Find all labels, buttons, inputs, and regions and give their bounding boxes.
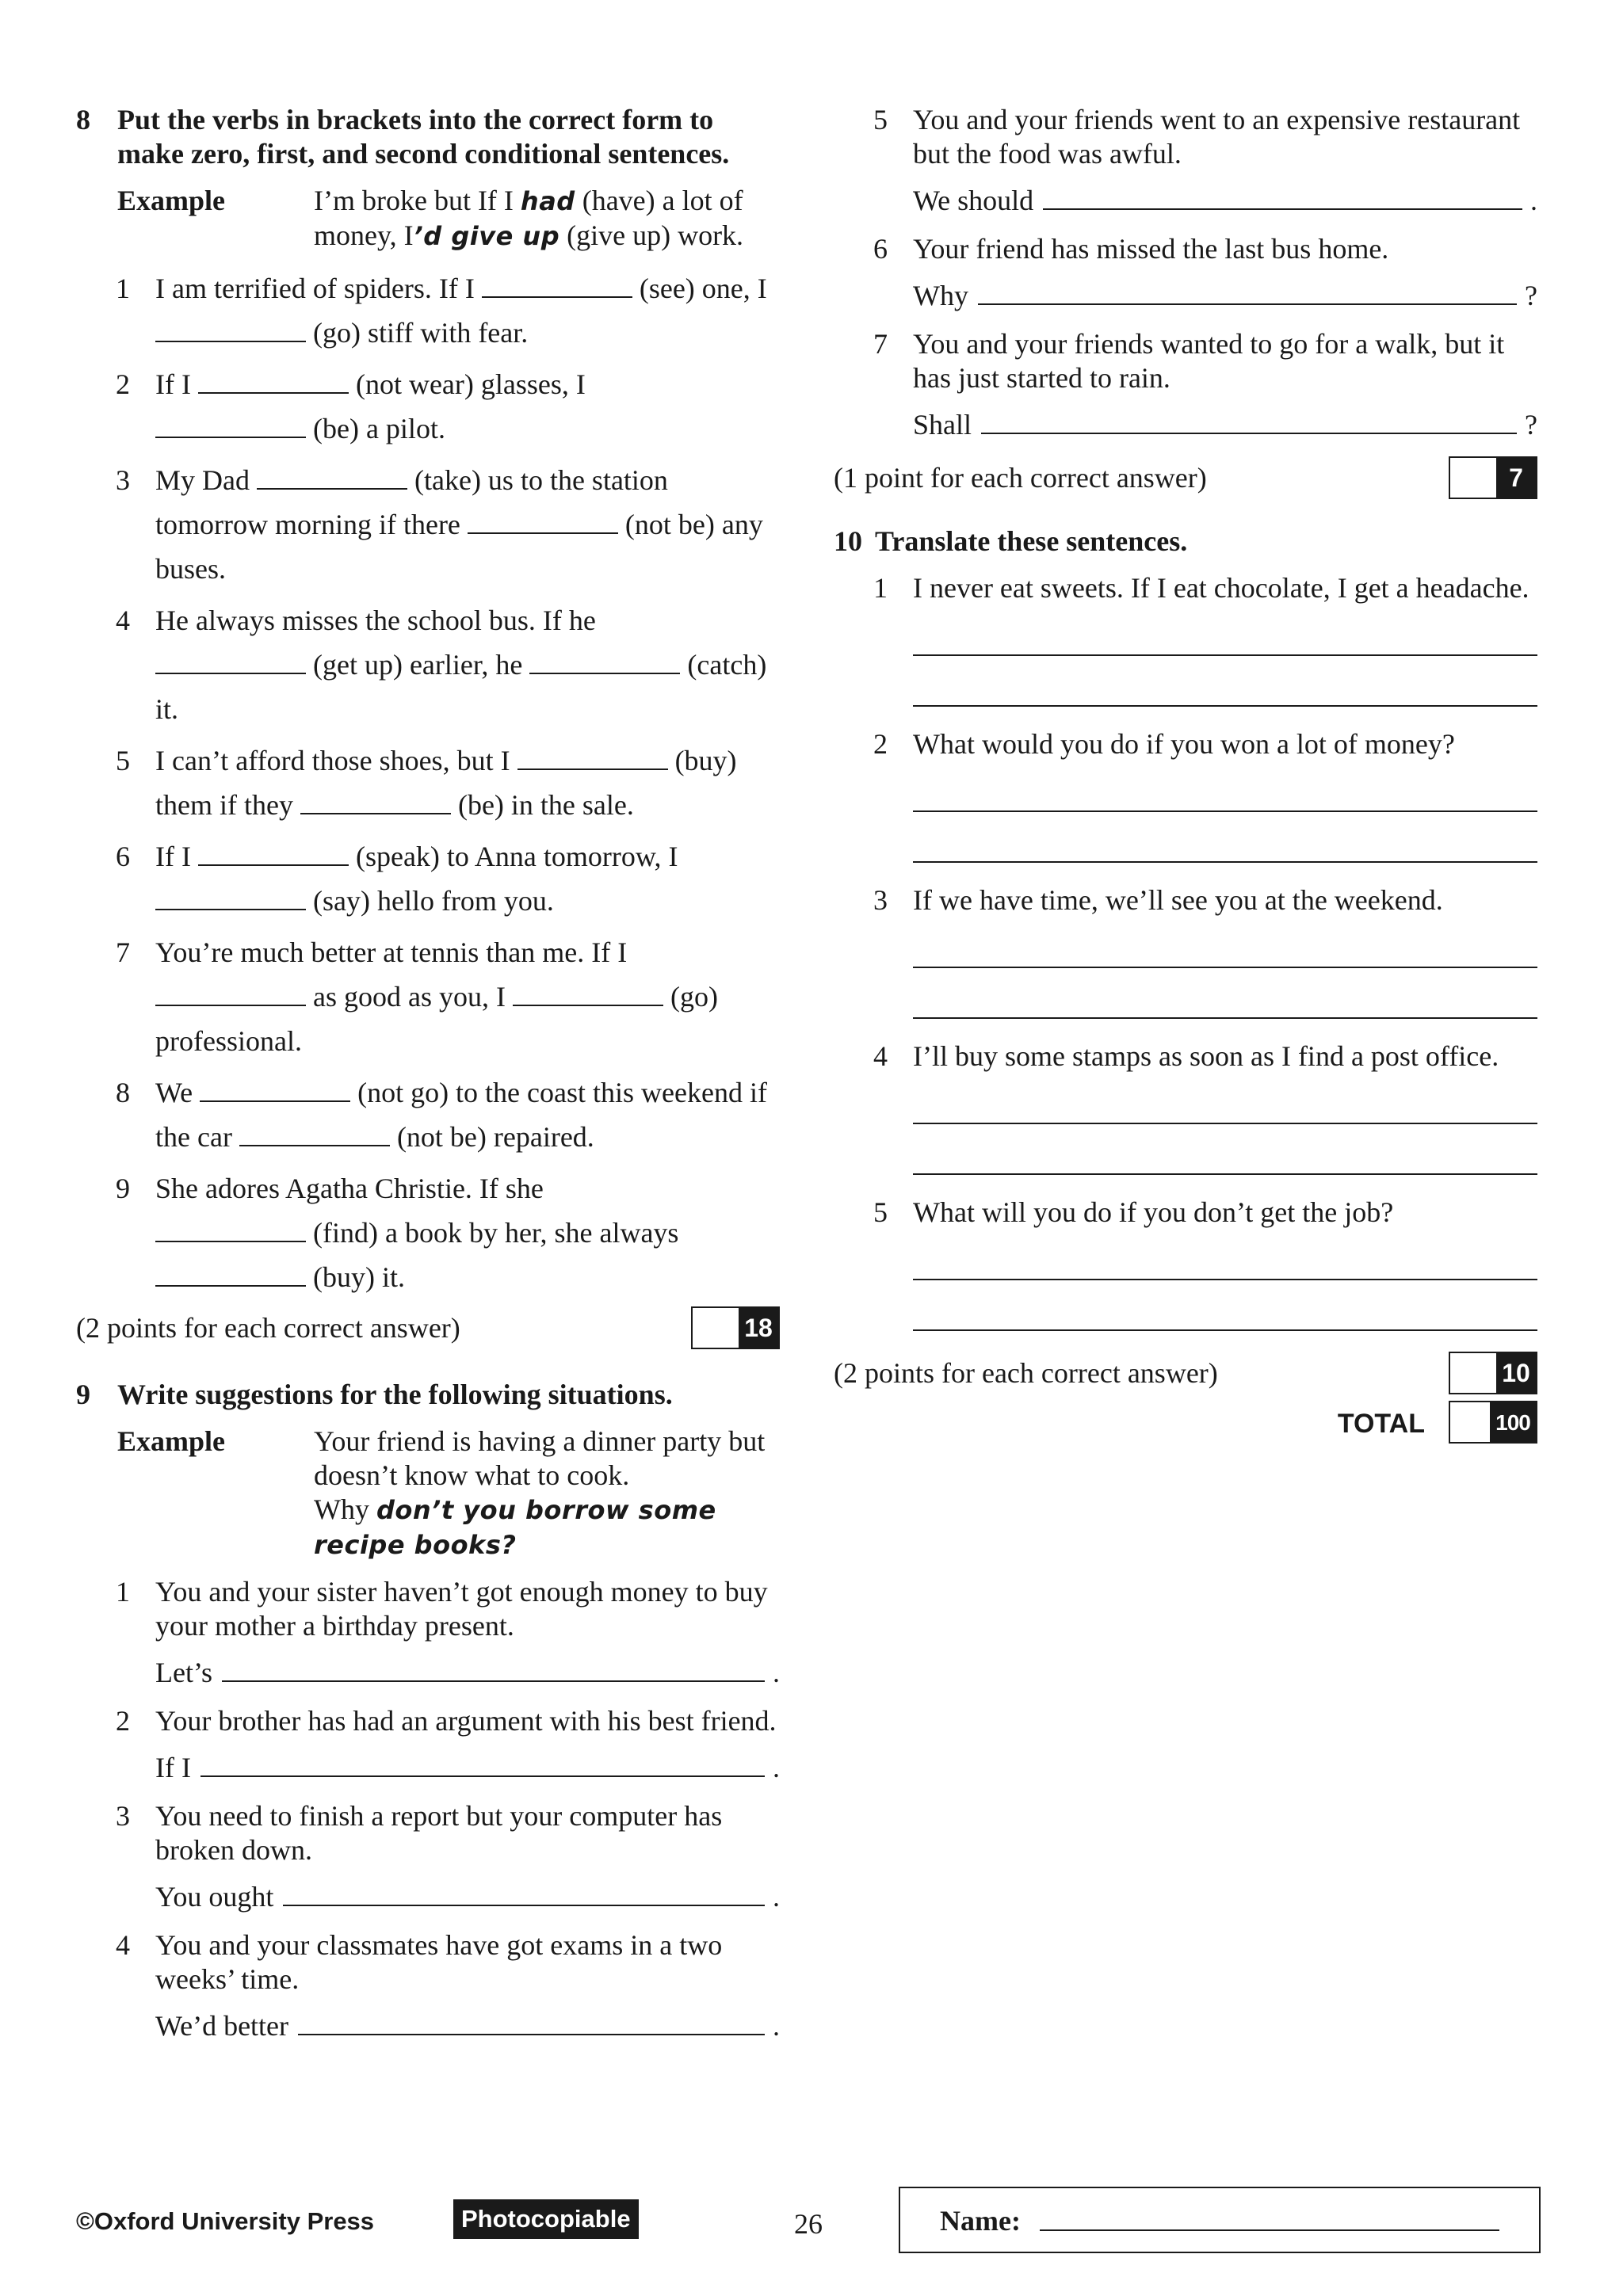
item-number: 4 [873,1040,888,1072]
item-text: (not wear) glasses, I [348,368,586,400]
item-number: 7 [116,936,130,968]
section-9-example [117,1425,780,1562]
name-box [899,2187,1541,2253]
section-instruction: Put the verbs in brackets into the correct form to make zero, first, and second conditional sentences. [117,104,730,170]
translation-line[interactable] [913,1074,1537,1124]
item-text: Your brother has had an argument with his best friend. [155,1705,777,1737]
item-text: (not be) repaired. [389,1121,594,1153]
answer-line[interactable] [200,1752,765,1777]
answer-prompt: Shall [913,409,972,441]
item-text: (find) a book by her, she always [306,1217,679,1249]
item-text: My Dad [155,464,257,496]
answer-prompt: We’d better [155,2010,289,2042]
item-number: 4 [116,1929,130,1961]
item-number: 1 [116,1576,130,1608]
item-number: 2 [116,1705,130,1737]
section-9-score [834,456,1537,504]
example-answer: don’t you borrow some recipe books? [314,1495,716,1560]
photocopiable-badge: Photocopiable [453,2199,639,2239]
suggestion-item [834,103,1537,218]
item-text: (catch) it. [155,649,767,725]
item-text: You and your friends went to an expensive restaurant but the food was awful. [913,104,1521,170]
answer-end: ? [1525,409,1537,441]
score-entry[interactable] [693,1308,739,1348]
item-number: 6 [116,841,130,872]
answer-row [155,1751,780,1785]
section-instruction: Write suggestions for the following situations. [117,1379,673,1410]
page-number: 26 [794,2208,823,2240]
answer-end: . [773,1752,780,1783]
score-max: 10 [1496,1353,1536,1393]
score-box [1449,456,1537,499]
answer-prompt: You ought [155,1881,274,1913]
item-number: 6 [873,233,888,265]
item-text: (buy) them if they [155,745,737,821]
section-number: 10 [834,525,862,557]
item-text: (be) in the sale. [450,789,634,821]
score-entry[interactable] [1450,458,1496,498]
item-text: You and your friends wanted to go for a walk, but it has just started to rain. [913,328,1505,394]
suggestion-item [76,1928,780,2043]
exercise-item [76,930,780,1063]
item-text: He always misses the school bus. If he [155,605,596,636]
answer-blank[interactable] [529,649,680,674]
item-number: 9 [116,1173,130,1204]
example-text: (have) a lot of money, I [314,185,743,251]
answer-prompt: Let’s [155,1657,212,1688]
answer-prompt: Why [913,280,968,311]
item-number: 3 [873,884,888,916]
example-label: Example [117,1425,226,1457]
item-text: (speak) to Anna tomorrow, I [348,841,678,872]
section-8-heading [76,103,780,171]
answer-blank[interactable] [155,1217,306,1242]
item-text: (get up) earlier, he [306,649,530,681]
item-text: I can’t afford those shoes, but I [155,745,517,776]
score-text: (2 points for each correct answer) [76,1312,460,1344]
item-text: (say) hello from you. [306,885,554,917]
exercise-item [76,738,780,827]
answer-line[interactable] [298,2010,765,2035]
copyright: ©Oxford University Press [76,2207,375,2235]
item-text: We [155,1077,200,1108]
score-box [1449,1352,1537,1394]
section-number: 8 [76,104,90,135]
answer-blank[interactable] [155,981,306,1006]
example-text: Your friend is having a dinner party but doesn’t know what to cook. [314,1425,766,1491]
example-label: Example [117,185,226,216]
exercise-item [76,266,780,355]
item-text: (go) professional. [155,981,718,1057]
section-8-items [76,266,780,1299]
answer-row [155,1656,780,1690]
score-box [1449,1401,1537,1444]
item-number: 1 [873,572,888,604]
answer-blank[interactable] [198,841,349,866]
example-text: (give up) work. [559,219,744,251]
suggestion-item [834,327,1537,442]
answer-blank[interactable] [482,273,632,298]
item-text: What would you do if you won a lot of money? [913,728,1455,760]
item-text: (buy) it. [306,1261,405,1293]
translation-line[interactable] [913,917,1537,968]
score-max: 100 [1490,1402,1536,1442]
answer-blank[interactable] [155,1261,306,1287]
item-text: If we have time, we’ll see you at the weekend. [913,884,1443,916]
answer-end: . [773,1881,780,1913]
score-max: 18 [739,1308,778,1348]
answer-end: . [1530,185,1537,216]
answer-blank[interactable] [155,885,306,910]
item-text: You need to finish a report but your computer has broken down. [155,1800,723,1866]
score-max: 7 [1496,458,1536,498]
total-label: TOTAL [1337,1409,1425,1439]
answer-prompt: If I [155,1752,191,1783]
translation-line[interactable] [913,656,1537,707]
translate-item [834,571,1537,605]
item-text: (not be) any buses. [155,509,763,585]
item-number: 2 [116,368,130,400]
translate-item [834,727,1537,761]
item-text: You and your classmates have got exams in a two weeks’ time. [155,1929,723,1995]
exercise-item [76,598,780,731]
answer-line[interactable] [222,1657,765,1682]
section-9-heading [76,1378,780,1412]
answer-line[interactable] [283,1881,765,1906]
page-footer [0,2187,1623,2282]
name-field[interactable] [1040,2229,1499,2231]
suggestion-item [76,1575,780,1690]
translation-line[interactable] [913,761,1537,812]
answer-end: . [773,2010,780,2042]
exercise-item [76,834,780,923]
item-number: 1 [116,273,130,304]
suggestion-item [76,1704,780,1785]
score-text: (2 points for each correct answer) [834,1357,1218,1389]
item-number: 5 [873,104,888,135]
item-text: (take) us to the station tomorrow morning if there [155,464,668,540]
item-text: (not go) to the coast this weekend if the car [155,1077,767,1153]
section-10-heading [834,524,1537,559]
item-number: 5 [116,745,130,776]
answer-blank[interactable] [198,368,349,394]
translation-line[interactable] [913,1230,1537,1280]
answer-row [155,2009,780,2043]
item-number: 2 [873,728,888,760]
score-text: (1 point for each correct answer) [834,462,1207,494]
item-text: If I [155,841,198,872]
translation-line[interactable] [913,968,1537,1019]
answer-blank[interactable] [517,745,668,770]
answer-end: ? [1525,280,1537,311]
left-column [76,103,780,2058]
exercise-item [76,458,780,591]
answer-end: . [773,1657,780,1688]
item-text: She adores Agatha Christie. If she [155,1173,544,1204]
item-text: If I [155,368,198,400]
answer-blank[interactable] [200,1077,350,1102]
item-text: I’ll buy some stamps as soon as I find a post office. [913,1040,1499,1072]
translation-line[interactable] [913,812,1537,863]
score-entry[interactable] [1450,1353,1496,1393]
item-number: 3 [116,464,130,496]
name-label: Name: [940,2205,1021,2237]
answer-blank[interactable] [300,789,451,814]
translate-item [834,883,1537,917]
example-prefix: Why [314,1493,376,1525]
example-text: I’m broke but If I [314,185,521,216]
answer-line[interactable] [978,280,1517,305]
answer-row [155,1880,780,1914]
item-text: Your friend has missed the last bus home. [913,233,1389,265]
answer-row [913,184,1537,218]
item-text: I never eat sweets. If I eat chocolate, I get a headache. [913,572,1529,604]
suggestion-item [76,1799,780,1914]
item-number: 7 [873,328,888,360]
translation-line[interactable] [913,1124,1537,1175]
translate-item [834,1039,1537,1074]
score-box [691,1306,780,1349]
translation-line[interactable] [913,605,1537,656]
translation-line[interactable] [913,1280,1537,1331]
answer-blank[interactable] [155,413,306,438]
answer-line[interactable] [981,409,1517,434]
answer-blank[interactable] [513,981,663,1006]
exercise-item [76,1070,780,1159]
answer-blank[interactable] [257,464,407,490]
answer-row [913,408,1537,442]
item-text: as good as you, I [306,981,513,1013]
item-number: 3 [116,1800,130,1832]
item-text: (be) a pilot. [306,413,445,444]
translate-item [834,1196,1537,1230]
answer-blank[interactable] [155,317,306,342]
item-number: 5 [873,1196,888,1228]
exercise-item [76,1166,780,1299]
item-number: 8 [116,1077,130,1108]
answer-blank[interactable] [155,649,306,674]
right-column [834,103,1537,1448]
section-number: 9 [76,1379,90,1410]
item-text: You’re much better at tennis than me. If I [155,936,628,968]
score-entry[interactable] [1450,1402,1490,1442]
item-text: You and your sister haven’t got enough money to buy your mother a birthday present. [155,1576,768,1642]
example-answer: ’d give up [413,221,560,251]
answer-row [913,279,1537,313]
section-8-example [117,184,780,254]
answer-prompt: We should [913,185,1034,216]
section-8-score [76,1306,780,1354]
item-number: 4 [116,605,130,636]
answer-blank[interactable] [468,509,618,534]
section-10-score [834,1352,1537,1399]
answer-line[interactable] [1043,185,1522,210]
exercise-item [76,362,780,451]
example-answer: had [520,186,575,216]
item-text: I am terrified of spiders. If I [155,273,482,304]
answer-blank[interactable] [239,1121,390,1146]
item-text: (see) one, I [632,273,767,304]
section-instruction: Translate these sentences. [875,525,1188,557]
total-score [834,1401,1537,1448]
item-text: (go) stiff with fear. [306,317,529,349]
suggestion-item [834,232,1537,313]
item-text: What will you do if you don’t get the job? [913,1196,1394,1228]
